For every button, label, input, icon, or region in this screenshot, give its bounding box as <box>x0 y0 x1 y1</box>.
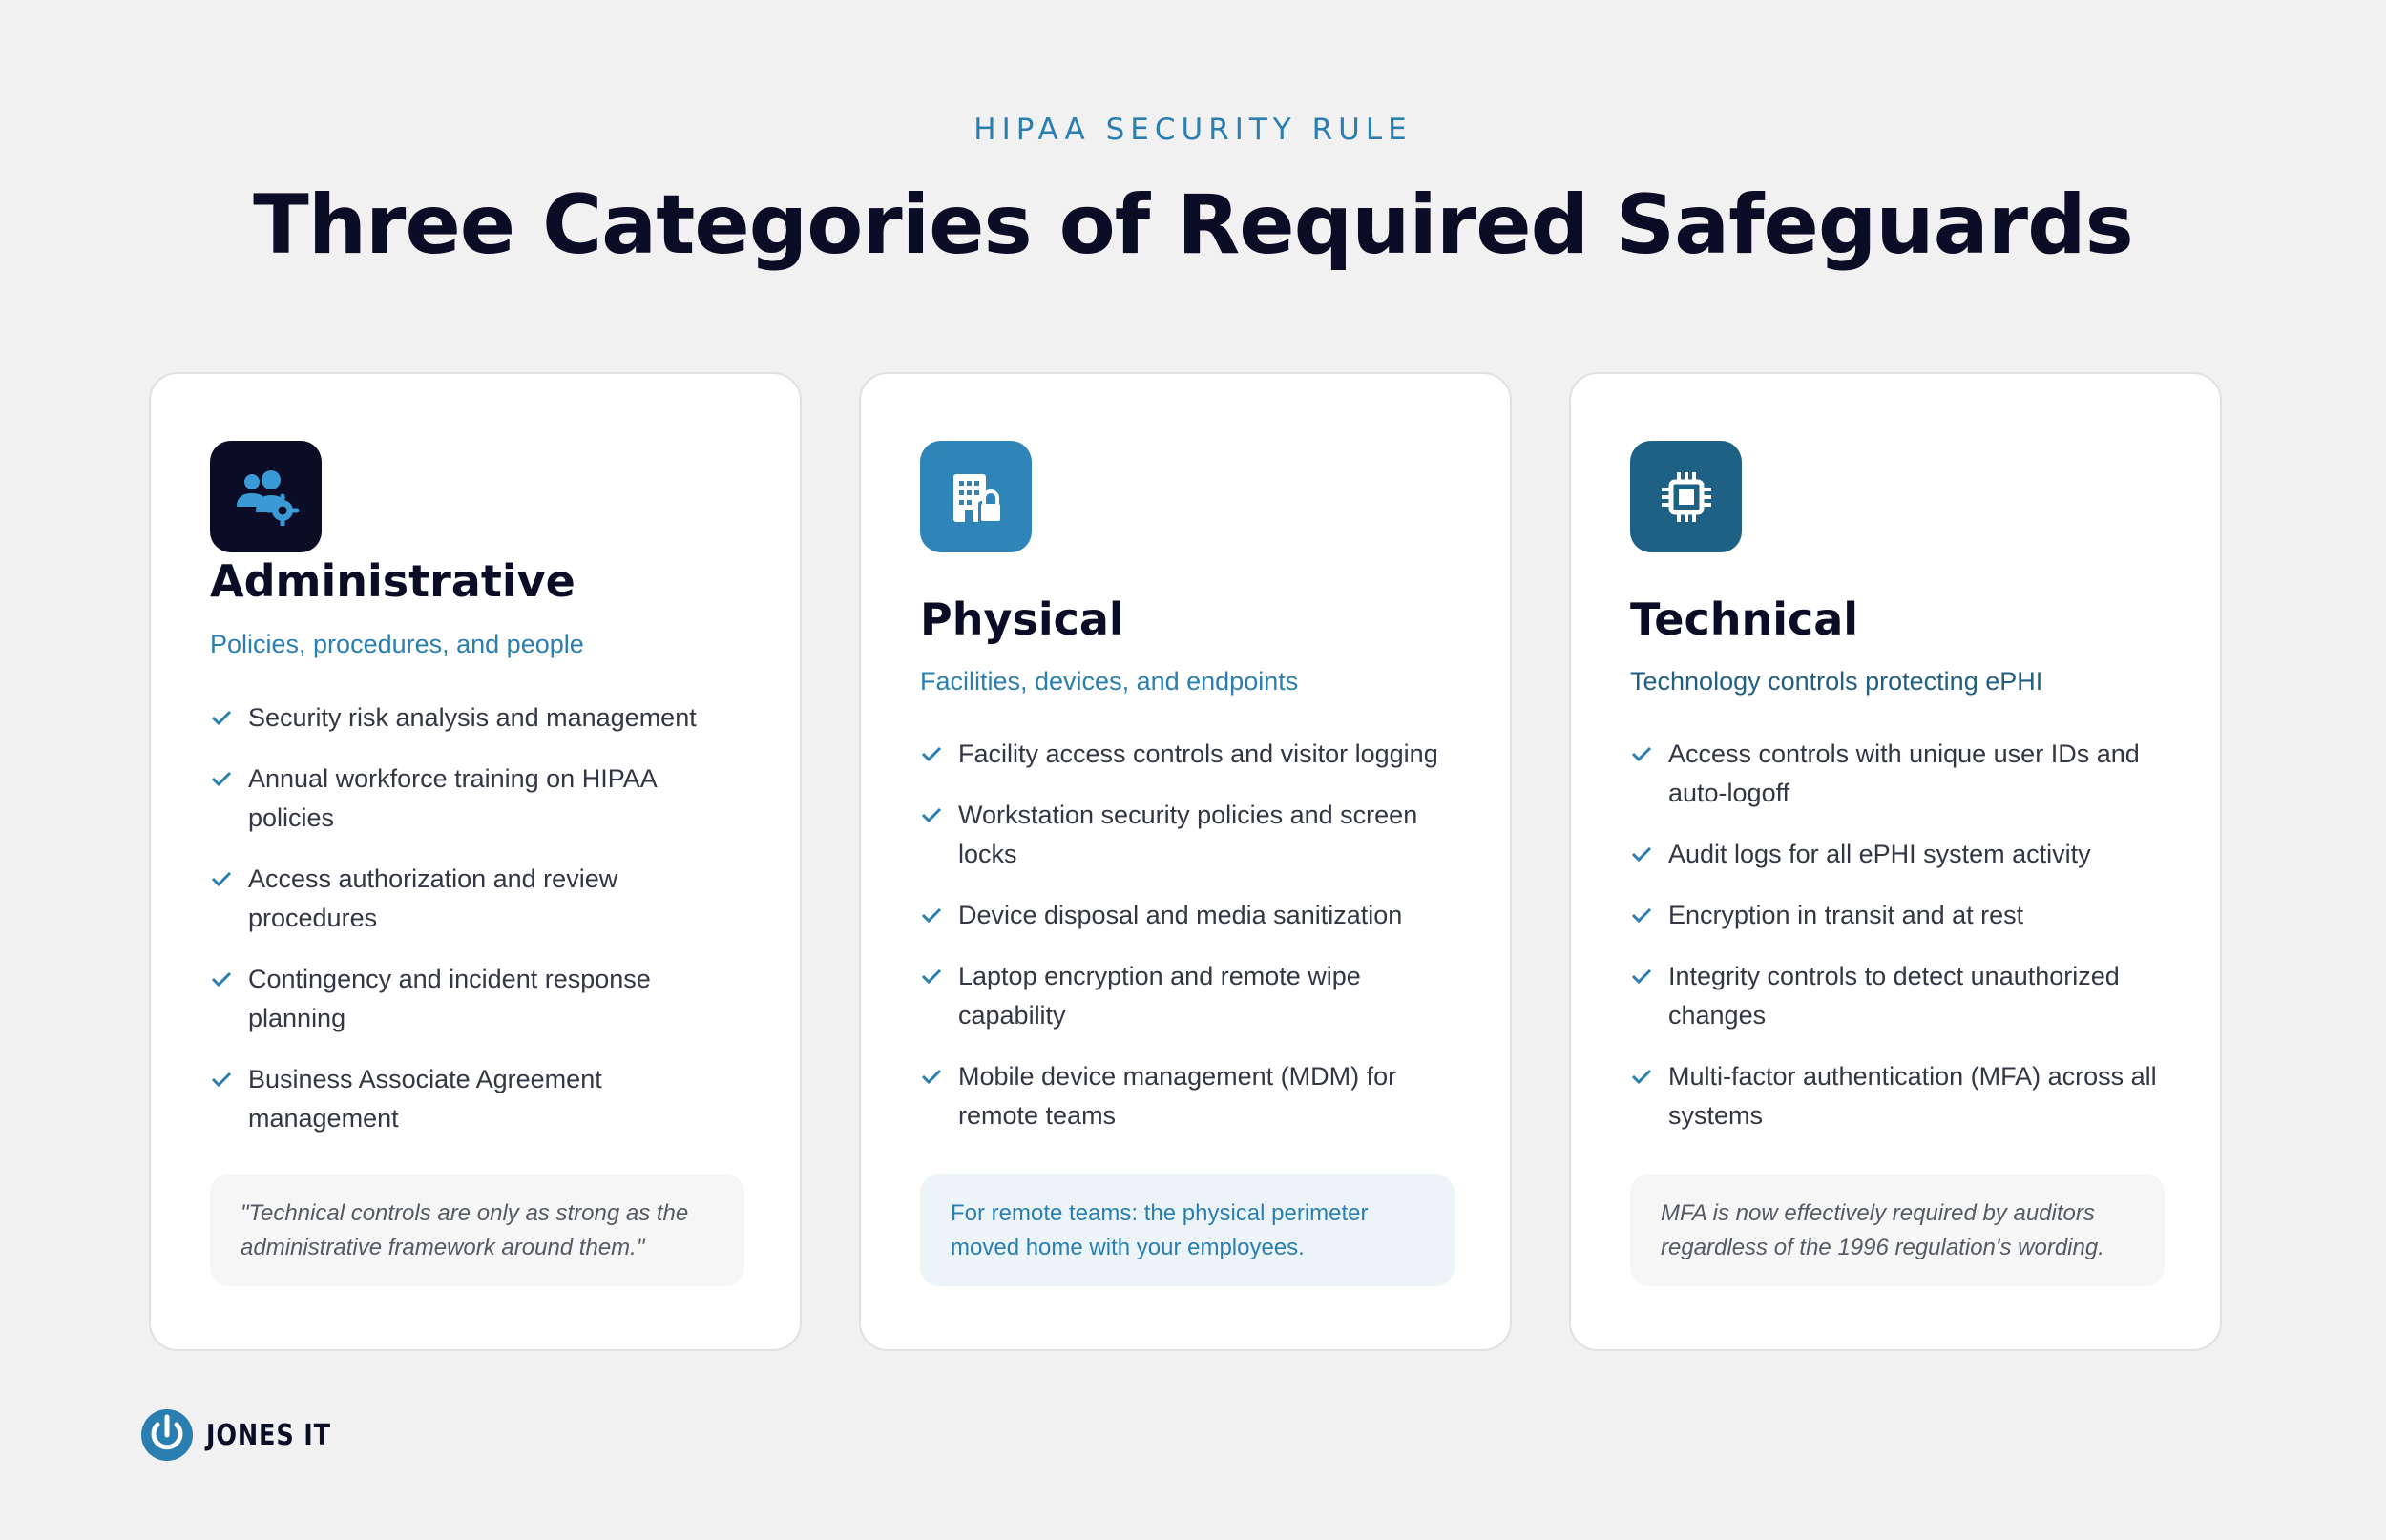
list-item <box>1630 1057 2165 1135</box>
list-item-text: Workstation security policies and screen locks <box>958 801 1418 868</box>
list-item <box>1630 957 2165 1035</box>
page-title: Three Categories of Required Safeguards <box>253 177 2133 273</box>
list-item-text: Security risk analysis and management <box>248 703 697 732</box>
card-physical <box>859 372 1512 1351</box>
check-icon <box>1630 843 1653 865</box>
card-title: Technical <box>1630 593 1859 645</box>
check-icon <box>210 767 233 790</box>
microchip-icon <box>1630 441 1742 552</box>
list-item <box>1630 835 2165 874</box>
list-item-text: Encryption in transit and at rest <box>1668 901 2024 929</box>
list-item-text: Access controls with unique user IDs and auto-logoff <box>1668 739 2140 807</box>
safeguard-list <box>1630 735 2165 1157</box>
list-item-text: Facility access controls and visitor logging <box>958 739 1438 768</box>
card-technical <box>1569 372 2222 1351</box>
check-icon <box>1630 742 1653 765</box>
list-item <box>920 796 1455 874</box>
list-item <box>210 1060 744 1138</box>
list-item-text: Contingency and incident response planning <box>248 965 651 1032</box>
list-item-text: Audit logs for all ePHI system activity <box>1668 840 2091 868</box>
check-icon <box>920 904 943 926</box>
list-item-text: Laptop encryption and remote wipe capability <box>958 962 1361 1030</box>
check-icon <box>1630 1065 1653 1088</box>
card-title: Administrative <box>210 555 576 607</box>
power-icon <box>139 1407 195 1463</box>
eyebrow: HIPAA SECURITY RULE <box>973 113 1413 147</box>
card-subtitle: Technology controls protecting ePHI <box>1630 667 2043 696</box>
list-item-text: Access authorization and review procedures <box>248 864 618 932</box>
list-item <box>210 698 744 738</box>
check-icon <box>920 803 943 826</box>
list-item-text: Multi-factor authentication (MFA) across all systems <box>1668 1062 2157 1130</box>
check-icon <box>920 1065 943 1088</box>
list-item <box>1630 735 2165 813</box>
check-icon <box>920 742 943 765</box>
list-item-text: Mobile device management (MDM) for remote teams <box>958 1062 1397 1130</box>
list-item <box>210 860 744 938</box>
card-administrative <box>149 372 802 1351</box>
list-item <box>920 896 1455 935</box>
list-item-text: Device disposal and media sanitization <box>958 901 1403 929</box>
card-title: Physical <box>920 593 1124 645</box>
list-item-text: Annual workforce training on HIPAA policies <box>248 764 657 832</box>
list-item <box>210 760 744 838</box>
logo-text: JONES IT <box>206 1418 331 1452</box>
check-icon <box>210 867 233 890</box>
list-item <box>920 957 1455 1035</box>
list-item <box>920 735 1455 774</box>
check-icon <box>920 965 943 988</box>
building-lock-icon <box>920 441 1032 552</box>
check-icon <box>1630 904 1653 926</box>
list-item <box>920 1057 1455 1135</box>
card-note: MFA is now effectively required by auditors regardless of the 1996 regulation's wording. <box>1630 1174 2165 1286</box>
safeguard-list <box>920 735 1455 1157</box>
company-logo <box>139 1407 353 1463</box>
card-subtitle: Policies, procedures, and people <box>210 630 584 658</box>
safeguard-list <box>210 698 744 1160</box>
check-icon <box>1630 965 1653 988</box>
list-item <box>1630 896 2165 935</box>
users-gear-icon <box>210 441 322 552</box>
list-item-text: Integrity controls to detect unauthorized changes <box>1668 962 2120 1030</box>
check-icon <box>210 1068 233 1091</box>
check-icon <box>210 968 233 990</box>
card-note: For remote teams: the physical perimeter moved home with your employees. <box>920 1174 1455 1286</box>
check-icon <box>210 706 233 729</box>
card-subtitle: Facilities, devices, and endpoints <box>920 667 1299 696</box>
card-note: "Technical controls are only as strong as the administrative framework around them." <box>210 1174 744 1286</box>
list-item-text: Business Associate Agreement management <box>248 1065 602 1133</box>
list-item <box>210 960 744 1038</box>
